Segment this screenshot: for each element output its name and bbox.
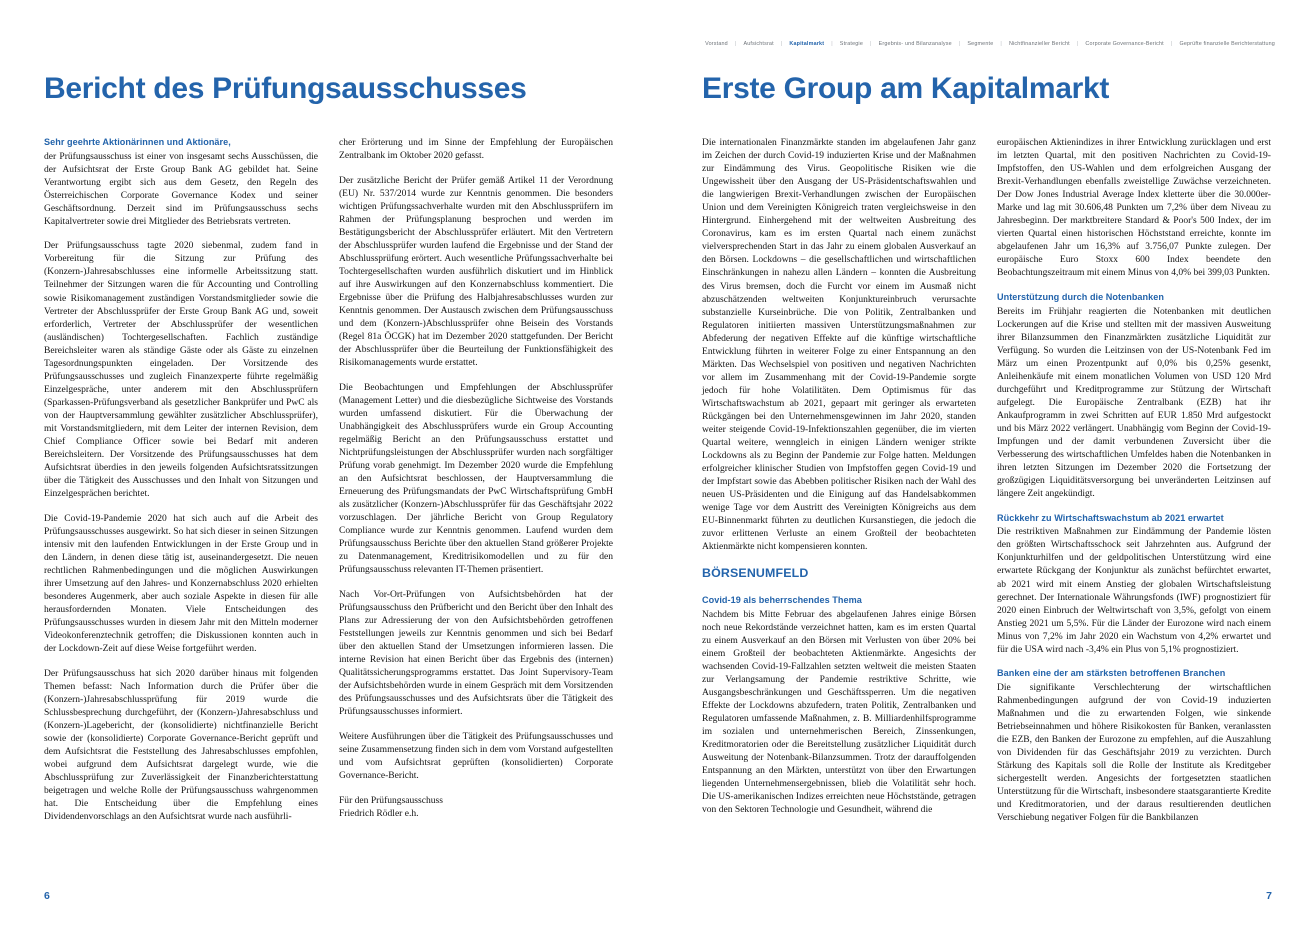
left-page-columns <box>44 136 614 884</box>
nav-item-strategie[interactable]: Strategie <box>839 41 863 47</box>
nav-separator: | <box>734 41 737 47</box>
page-right <box>658 0 1316 930</box>
nav-item-kapitalmarkt[interactable]: Kapitalmarkt <box>789 41 825 47</box>
paragraph: europäischen Aktienindizes in ihrer Entwicklung zurücklagen und erst im letzten Quartal, mit den positiven Nachrichten zu Covid-19-Impfstoffen, den US-Wahlen und dem erfolgreichen Ausgang der Brexit-Verhandlungen ebenfalls zweistellige Zuwächse verzeichneten. Der Dow Jones Industrial Average Index kletterte über die 30.000er-Marke und lag mit 30.606,48 Punkten um 7,2% über dem Niveau zu Jahresbeginn. Der marktbreitere Standard & Poor's 500 Index, der im vierten Quartal einen historischen Höchststand erreichte, konnte im abgelaufenen Jahr um 16,3% auf 3.756,07 Punkte zulegen. Der europäische Euro Stoxx 600 Index beendete den Beobachtungszeitraum mit einem Minus von 4,0% bei 399,03 Punkten. <box>997 137 1271 279</box>
paragraph: Nach Vor-Ort-Prüfungen von Aufsichtsbehörden hat der Prüfungsausschuss den Prüfbericht und den Bericht über den Inhalt des Plans zur Adressierung der von den Aufsichtsbehörden getroffenen Feststellungen jeweils zur Kenntnis genommen und sich bei Bedarf über den aktuellen Stand der Umsetzungen informieren lassen. Die interne Revision hat einen Bericht über das Ergebnis des (internen) Qualitätssicherungsprogramms erstattet. Das Joint Supervisory-Team der Aufsichtsbehörden wurde in einem Gespräch mit dem Vorsitzenden des Prüfungsausschusses und des Aufsichtsrats über die Tätigkeit des Prüfungsausschusses informiert. <box>339 589 613 718</box>
paragraph: cher Erörterung und im Sinne der Empfehlung der Europäischen Zentralbank im Oktober 2020 gefasst. <box>339 137 613 162</box>
page-title-right: Erste Group am Kapitalmarkt <box>702 72 1110 105</box>
signoff-line-2: Friedrich Rödler e.h. <box>339 807 419 819</box>
nav-item-vorstand[interactable]: Vorstand <box>705 41 728 47</box>
nav-item-nichtfinanzieller-bericht[interactable]: Nichtfinanzieller Bericht <box>1008 41 1070 47</box>
paragraph: Weitere Ausführungen über die Tätigkeit des Prüfungsausschusses und seine Zusammensetzung finden sich in dem vom Vorstand aufgestellten und vom Aufsichtsrat geprüften (konsolidierten) Corporate Governance-Bericht. <box>339 730 613 782</box>
page-number-right: 7 <box>1266 890 1272 902</box>
right-column-1 <box>702 136 976 884</box>
paragraph: Die Covid-19-Pandemie 2020 hat sich auch auf die Arbeit des Prüfungsausschusses ausgewirkt. So hat sich dieser in seinen Sitzungen intensiv mit den laufenden Entwicklungen in der Erste Group und in den Ländern, in denen diese tätig ist, auseinandergesetzt. Die neuen rechtlichen Rahmenbedingungen und die möglichen Auswirkungen ihrer Umsetzung auf den Jahres- und Konzernabschluss 2020 erhielten besonderes Augenmerk, aber auch soziale Aspekte in diesen für alle herausfordernden Monaten. Viele Entscheidungen des Prüfungsausschusses wurden in diesem Jahr mit den Mitteln moderner Videokonferenztechnik getroffen; die Diskussionen konnten auch in der Lockdown-Zeit auf diese Weise fortgeführt werden. <box>44 512 318 655</box>
subheading-notenbanken: Unterstützung durch die Notenbanken <box>997 292 1164 303</box>
nav-separator: | <box>870 41 872 47</box>
nav-item-gepruefte-finanzielle-berichterstattung[interactable]: Geprüfte finanzielle Berichterstattung <box>1179 41 1275 47</box>
signoff-block <box>339 794 613 820</box>
paragraph: Bereits im Frühjahr reagierten die Notenbanken mit deutlichen Lockerungen auf die Krise und stellten mit der massiven Ausweitung ihrer Bilanzsummen den Finanzmärkten zusätzliche Liquidität zur Verfügung. So wurden die Leitzinsen von der US-Notenbank Fed im März um einen Prozentpunkt auf 0,0% bis 0,25% gesenkt, Anleihenkäufe mit einem monatlichen Volumen von USD 120 Mrd durchgeführt und Kreditprogramme zur Stützung der Wirtschaft aufgelegt. Die Europäische Zentralbank (EZB) hat ihr Ankaufprogramm in zwei Schritten auf EUR 1.850 Mrd aufgestockt und bis März 2022 verlängert. Unabhängig vom Beginn der Covid-19-Impfungen und der damit verbundenen Zuversicht über die Verbesserung des wirtschaftlichen Umfeldes haben die Notenbanken in ihren letzten Sitzungen im Dezember 2020 die Fortsetzung der großzügigen Liquiditätsversorgung bei unveränderten Leitzinsen auf längere Zeit angekündigt. <box>997 305 1271 500</box>
nav-item-corporate-governance-bericht[interactable]: Corporate Governance-Bericht <box>1085 41 1164 47</box>
paragraph: Nachdem bis Mitte Februar des abgelaufenen Jahres einige Börsen noch neue Rekordstände verzeichnet hatten, kam es im ersten Quartal zu einem Ausverkauf an den Börsen mit Verlusten von über 20% bei einem Großteil der beobachteten Aktienmärkte. Angesichts der wachsenden Covid-19-Fallzahlen setzten weltweit die meisten Staaten zur Verlangsamung der Pandemie restriktive Schritte, wie Ausgangsbeschränkungen und Geschäftssperren. Um die negativen Effekte der Lockdowns abzufedern, traten Politik, Zentralbanken und Regulatoren umfassende Maßnahmen, z. B. Milliardenhilfsprogramme im sozialen und unternehmerischen Bereich, Zinssenkungen, Kreditmoratorien oder die Bereitstellung zusätzlicher Liquidität durch Ausweitung der Notenbank-Bilanzsummen. Trotz der darauffolgenden Entspannung an den Märkten, unterstützt von über den Erwartungen liegenden Unternehmensergebnissen, blieb die Volatilität sehr hoch. Die US-amerikanischen Indizes erreichten neue Höchststände, getragen von den Sektoren Technologie und Gesundheit, während die <box>702 608 976 816</box>
nav-separator: | <box>1170 41 1173 47</box>
nav-item-ergebnis-und-bilanzanalyse[interactable]: Ergebnis- und Bilanzanalyse <box>878 41 952 47</box>
section-heading-boersenumfeld: BÖRSENUMFELD <box>702 566 809 580</box>
subheading-covid19: Covid-19 als beherrschendes Thema <box>702 595 862 605</box>
page-number-left: 6 <box>44 890 50 902</box>
paragraph: Die signifikante Verschlechterung der wirtschaftlichen Rahmenbedingungen aufgrund der von Covid-19 induzierten Maßnahmen und die zu erwartenden Folgen, wie sinkende Betriebseinnahmen und höhere Risikokosten für Banken, veranlassten die EZB, den Banken der Eurozone zu empfehlen, auf die Auszahlung von Dividenden für das Geschäftsjahr 2019 zu verzichten. Durch Stärkung des Kapitals soll die Rolle der Institute als Kreditgeber sichergestellt werden. Angesichts der fortgesetzten staatlichen Unterstützung für die Wirtschaft, insbesondere staatsgarantierte Kredite und Kreditmoratorien, und der daraus resultierenden deutlichen Verschiebung negativer Folgen für die Bankbilanzen <box>997 681 1271 824</box>
subheading-banken-branchen: Banken eine der am stärksten betroffenen Branchen <box>997 668 1226 679</box>
paragraph: Die internationalen Finanzmärkte standen im abgelaufenen Jahr ganz im Zeichen der durch Covid-19 induzierten Krise und der Maßnahmen zur Eindämmung des Virus. Geopolitische Risiken wie die Ungewissheit über den Ausgang der US-Präsidentschaftswahlen und die langwierigen Brexit-Verhandlungen zwischen der Europäischen Union und dem Vereinigten Königreich traten vergleichsweise in den Hintergrund. Einhergehend mit der weltweiten Ausbreitung des Coronavirus, kam es im ersten Quartal nach einem zunächst vielversprechenden Start in das Jahr zu einem globalen Ausverkauf an den Börsen. Lockdowns – die gesellschaftlichen und wirtschaftlichen Einschränkungen in nahezu allen Ländern – konnten die Ausbreitung des Virus bremsen, doch die Furcht vor einem im Ausmaß nicht abzuschätzenden weltweiten Konjunktureinbruch verursachte substanzielle Kurseinbrüche. Die von Politik, Zentralbanken und Regulatoren initiierten massiven Unterstützungsmaßnahmen zur Abfederung der negativen Effekte auf die künftige wirtschaftliche Entwicklung führten in weiterer Folge zu einer Entspannung an den Märkten. Das Wechselspiel von positiven und negativen Nachrichten vor allem im Zusammenhang mit der Covid-19-Pandemie sorgte jedoch für hohe Volatilitäten. Dem Optimismus für das Wirtschaftswachstum ab 2021, gepaart mit geringer als erwarteten Rückgängen bei den Unternehmensgewinnen im Jahr 2020, standen weiter steigende Covid-19-Infektionszahlen gegenüber, die im vierten Quartal weitere, wenngleich in einigen Ländern weniger strikte Lockdowns als zu Beginn der Pandemie zur Folge hatten. Meldungen erfolgreicher klinischer Studien von Impfstoffen gegen Covid-19 und der Impfstart sowie das Abebben politischer Risiken nach der Wahl des neuen US-Präsidenten und die Einigung auf das Handelsabkommen wenige Tage vor dem Austritt des Vereinigten Königreichs aus dem EU-Binnenmarkt führten zu deutlichen Kursanstiegen, die jedoch die zuvor erlittenen Verluste an einem Großteil der beobachteten Aktienmärkte nicht kompensieren konnten. <box>702 137 976 553</box>
paragraph: Der Prüfungsausschuss hat sich 2020 darüber hinaus mit folgenden Themen befasst: Nach Information durch die Prüfer über die (Konzern-)Jahresabschlussprüfung für 2019 wurde die Schlussbesprechung durchgeführt, der (Konzern-)Jahresabschluss und (Konzern-)Lagebericht, der (konsolidierte) nichtfinanzielle Bericht sowie der (konsolidierte) Corporate Governance-Bericht geprüft und dem Aufsichtsrat die Feststellung des Jahresabschlusses empfohlen, wobei aufgrund dem Aufsichtsrat dargelegt wurde, wie die Abschlussprüfung zur Zuverlässigkeit der Finanzberichterstattung beigetragen und welche Rolle der Prüfungsausschuss wahrgenommen hat. Die Entscheidung über die Empfehlung eines Dividendenvorschlags an den Aufsichtsrat wurde nach ausführli- <box>44 667 318 823</box>
paragraph: Die Beobachtungen und Empfehlungen der Abschlussprüfer (Management Letter) und die diesbezügliche Sichtweise des Vorstands wurden umfassend diskutiert. Für die Überwachung der Unabhängigkeit des Abschlussprüfers wurde ein Group Accounting regelmäßig Bericht an den Prüfungsausschuss erstattet und Nichtprüfungsleistungen der Abschlussprüfer wurden nach sorgfältiger Prüfung vorab genehmigt. Im Dezember 2020 wurde die Empfehlung an den Aufsichtsrat beschlossen, der Hauptversammlung die Erneuerung des Prüfungsmandats der PwC Wirtschaftsprüfung GmbH als zusätzlicher (Konzern-)Abschlussprüfer für das Geschäftsjahr 2022 vorzuschlagen. Der jährliche Bericht von Group Regulatory Compliance wurde zur Kenntnis genommen. Laufend wurden dem Prüfungsausschuss Berichte über den aktuellen Stand größerer Projekte zu Datenmanagement, Kreditrisikomodellen und zu für den Prüfungsausschuss relevanten IT-Themen präsentiert. <box>339 381 613 576</box>
left-column-1 <box>44 136 318 884</box>
paragraph: Die restriktiven Maßnahmen zur Eindämmung der Pandemie lösten den größten Wirtschaftsschock seit Jahrzehnten aus. Aufgrund der Konjunkturhilfen und der geldpolitischen Unterstützung wird eine erwartete Rückgang der Konjunktur als zunächst befürchtet erwartet, ab 2021 wird mit einem Anstieg der globalen Wirtschaftsleistung gerechnet. Der Internationale Währungsfonds (IWF) prognostiziert für 2020 einen Einbruch der Weltwirtschaft von 3,5%, gefolgt von einem Anstieg 2021 um 5,5%. Für die Länder der Eurozone wird nach einem Minus von 7,2% im Jahr 2020 ein Wachstum von 4,2% erwartet und für die USA wird nach -3,4% ein Plus von 5,1% prognostiziert. <box>997 526 1271 655</box>
signoff-line-1: Für den Prüfungsausschuss <box>339 794 443 806</box>
nav-item-segmente[interactable]: Segmente <box>967 41 994 47</box>
salutation-heading: Sehr geehrte Aktionärinnen und Aktionäre, <box>44 137 231 147</box>
page-title-left: Bericht des Prüfungsausschusses <box>44 72 527 105</box>
subheading-wirtschaftswachstum: Rückkehr zu Wirtschaftswachstum ab 2021 erwartet <box>997 512 1224 523</box>
nav-separator: | <box>1000 41 1002 47</box>
nav-separator: | <box>1076 41 1079 47</box>
nav-separator: | <box>780 41 783 47</box>
right-column-2 <box>997 136 1271 884</box>
paragraph: der Prüfungsausschuss ist einer von insgesamt sechs Ausschüssen, die der Aufsichtsrat der Erste Group Bank AG gebildet hat. Seine Verantwortung ergibt sich aus dem Gesetz, den Regeln des Österreichischen Corporate Governance Kodex und seiner Geschäftsordnung. Derzeit sind im Prüfungsausschuss sechs Kapitalvertreter sowie drei Mitglieder des Betriebsrats vertreten. <box>44 150 318 227</box>
paragraph: Der zusätzliche Bericht der Prüfer gemäß Artikel 11 der Verordnung (EU) Nr. 537/2014 wurde zur Kenntnis genommen. Die besonders wichtigen Prüfungssachverhalte wurden mit den Abschlussprüfern im Rahmen der Prüfungsplanung besprochen und werden im Bestätigungsbericht der Abschlussprüfer erläutert. Mit den Vertretern der Abschlussprüfer wurden laufend die Ergebnisse und der Stand der Abschlussprüfung erörtert. Auch wesentliche Prüfungssachverhalte bei Tochtergesellschaften wurden ausführlich diskutiert und im Hinblick auf ihre Auswirkungen auf den Konzernabschluss kommentiert. Die Ergebnisse über die Prüfung des Halbjahresabschlusses wurden zur Kenntnis genommen. Der Austausch zwischen dem Prüfungsausschuss und dem (Konzern-)Abschlussprüfer ohne Beisein des Vorstands (Regel 81a ÖCGK) hat im Dezember 2020 stattgefunden. Der Bericht der Abschlussprüfer über die Beurteilung der Funktionsfähigkeit des Risikomanagements wurde erstattet. <box>339 174 613 369</box>
nav-separator: | <box>831 41 833 47</box>
nav-item-aufsichtsrat[interactable]: Aufsichtsrat <box>743 41 774 47</box>
right-page-columns <box>702 136 1272 884</box>
nav-separator: | <box>958 41 961 47</box>
section-navigation <box>672 41 1276 47</box>
left-column-2 <box>339 136 613 884</box>
paragraph: Der Prüfungsausschuss tagte 2020 siebenmal, zudem fand in Vorbereitung für die Sitzung zur Prüfung des (Konzern-)Jahresabschlusses eine informelle Arbeitssitzung statt. Teilnehmer der Sitzungen waren die für Accounting und Controlling sowie Risikomanagement zuständigen Vorstandsmitglieder sowie die Vertreter der Abschlussprüfer der Erste Group Bank AG und, soweit erforderlich, Vertreter der Abschlussprüfer der wesentlichen (ausländischen) Tochtergesellschaften. Fachlich zuständige Bereichsleiter waren als ständige Gäste oder als Gäste zu einzelnen Tagesordnungspunkten eingeladen. Der Vorsitzende des Prüfungsausschusses und zugleich Finanzexperte führte regelmäßig Einzelgespräche, unter anderem mit den Abschlussprüfern (Sparkassen-Prüfungsverband als gesetzlicher Bankprüfer und PwC als von der Hauptversammlung gewählter zusätzlicher Abschlussprüfer), mit Vorstandsmitgliedern, mit dem Leiter der internen Revision, dem Chief Compliance Officer sowie bei Bedarf mit anderen Bereichsleitern. Der Vorsitzende des Prüfungsausschusses hat dem Aufsichtsrat überdies in den jeweils folgenden Aufsichtsratssitzungen über die Tätigkeit des Ausschusses und den Inhalt von Sitzungen und Einzelgesprächen berichtet. <box>44 240 318 500</box>
